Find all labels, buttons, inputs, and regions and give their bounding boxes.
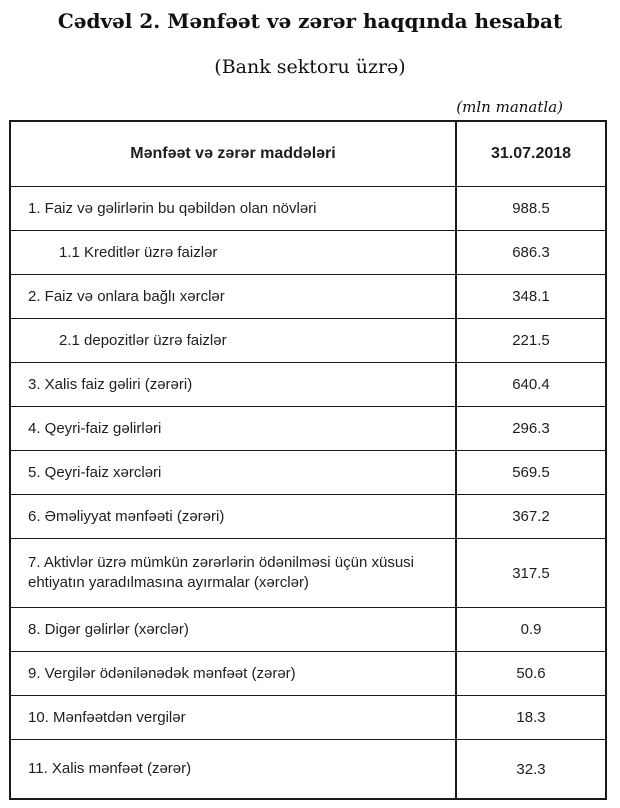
row-value: 640.4 [456, 363, 606, 407]
row-value: 988.5 [456, 187, 606, 231]
row-value: 317.5 [456, 539, 606, 608]
row-value: 50.6 [456, 652, 606, 696]
profit-loss-table [9, 120, 607, 800]
header-label-cell: Mənfəət və zərər maddələri [10, 121, 456, 187]
row-label: 9. Vergilər ödənilənədək mənfəət (zərər) [10, 652, 456, 696]
row-value: 0.9 [456, 608, 606, 652]
row-value: 221.5 [456, 319, 606, 363]
table-row [10, 495, 606, 539]
row-label: 10. Mənfəətdən vergilər [10, 696, 456, 740]
row-value: 348.1 [456, 275, 606, 319]
row-value: 686.3 [456, 231, 606, 275]
table-row [10, 696, 606, 740]
row-label: 5. Qeyri-faiz xərcləri [10, 451, 456, 495]
row-value: 32.3 [456, 740, 606, 800]
row-value: 18.3 [456, 696, 606, 740]
row-value: 296.3 [456, 407, 606, 451]
row-label: 1. Faiz və gəlirlərin bu qəbildən olan növləri [10, 187, 456, 231]
table-row [10, 539, 606, 608]
row-value: 367.2 [456, 495, 606, 539]
table-row [10, 608, 606, 652]
header-row [10, 121, 606, 187]
page-subtitle: (Bank sektoru üzrə) [214, 56, 406, 78]
table-body [10, 187, 606, 800]
table-row [10, 652, 606, 696]
row-label: 11. Xalis mənfəət (zərər) [10, 740, 456, 800]
row-label: 6. Əməliyyat mənfəəti (zərəri) [10, 495, 456, 539]
row-label: 2. Faiz və onlara bağlı xərclər [10, 275, 456, 319]
unit-note: (mln manatla) [456, 98, 563, 116]
table-row [10, 451, 606, 495]
header-date-cell: 31.07.2018 [456, 121, 606, 187]
table-row [10, 319, 606, 363]
table-row [10, 275, 606, 319]
row-label: 4. Qeyri-faiz gəlirləri [10, 407, 456, 451]
table-row [10, 187, 606, 231]
table-row [10, 231, 606, 275]
table-row [10, 363, 606, 407]
table-row [10, 740, 606, 800]
row-label: 3. Xalis faiz gəliri (zərəri) [10, 363, 456, 407]
row-label: 7. Aktivlər üzrə mümkün zərərlərin ödənilməsi üçün xüsusi ehtiyatın yaradılmasına ayırmalar (xərclər) [10, 539, 456, 608]
row-label: 8. Digər gəlirlər (xərclər) [10, 608, 456, 652]
table-row [10, 407, 606, 451]
row-label: 1.1 Kreditlər üzrə faizlər [10, 231, 456, 275]
row-label: 2.1 depozitlər üzrə faizlər [10, 319, 456, 363]
table-header [10, 121, 606, 187]
page-title: Cədvəl 2. Mənfəət və zərər haqqında hesabat [57, 9, 563, 33]
row-value: 569.5 [456, 451, 606, 495]
